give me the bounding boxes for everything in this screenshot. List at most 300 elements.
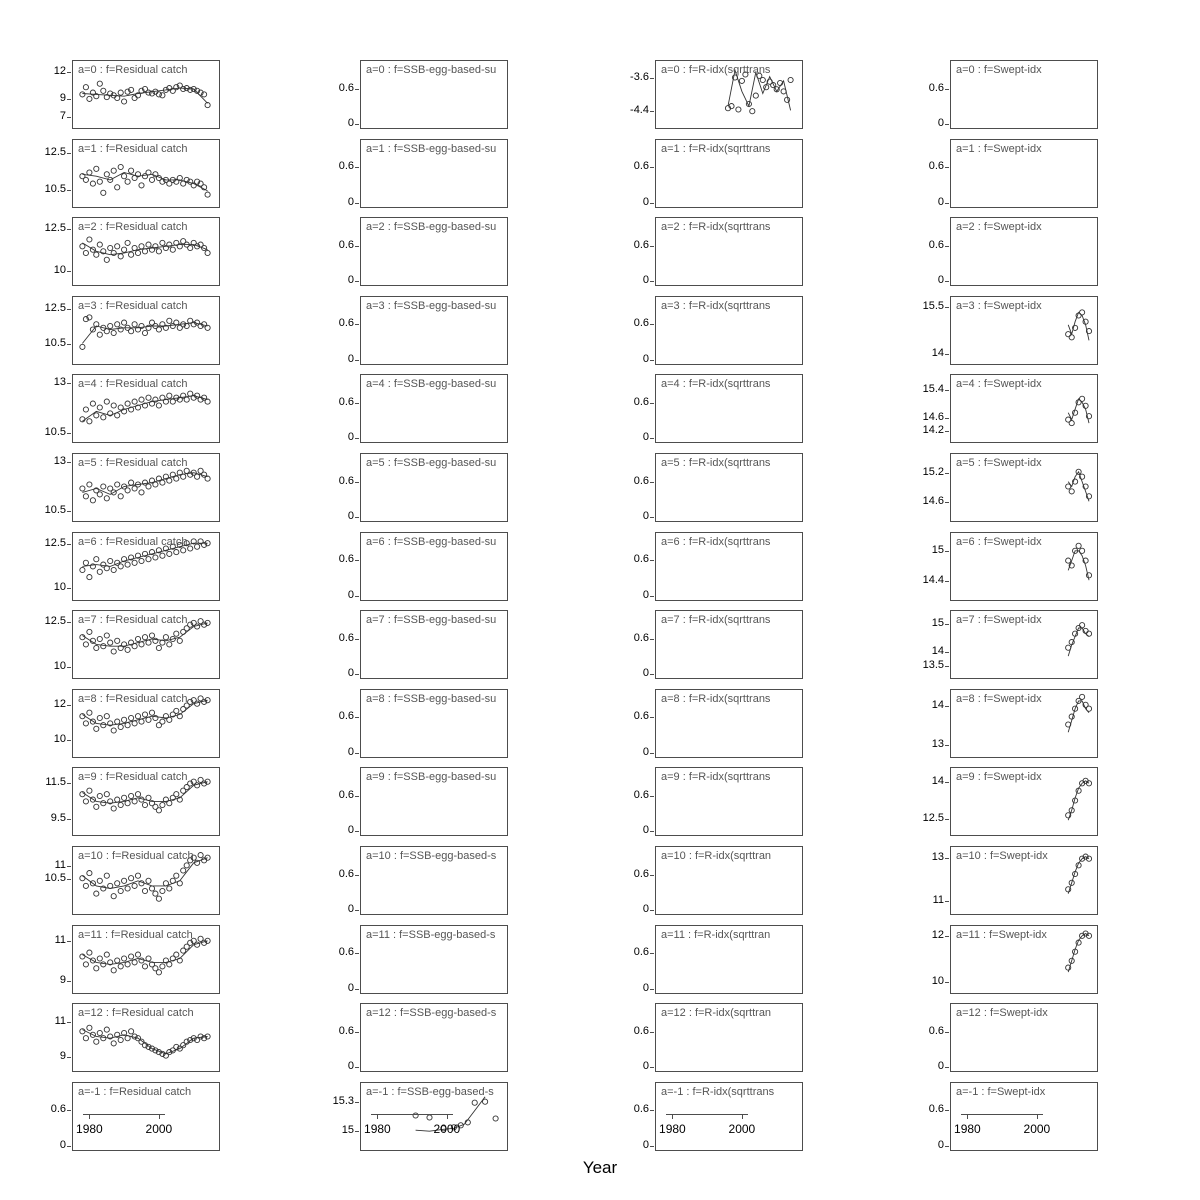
y-tick-mark [355, 360, 359, 361]
y-tick-label: 0 [937, 274, 944, 287]
y-tick-mark [945, 858, 949, 859]
y-tick-mark [650, 438, 654, 439]
y-tick-label: 0.6 [338, 631, 354, 644]
panel-title: a=0 : f=SSB-egg-based-su [366, 64, 497, 76]
plot-panel [655, 453, 803, 522]
panel-plot-area [360, 374, 508, 443]
panel-title: a=9 : f=R-idx(sqrttrans [661, 771, 771, 784]
plot-panel [360, 846, 508, 915]
panel-plot-area [360, 610, 508, 679]
panel-plot-area [655, 1082, 803, 1151]
panel-title: a=-1 : f=R-idx(sqrttrans [661, 1085, 775, 1098]
panel-plot-area [360, 689, 508, 758]
y-tick-label: 0.6 [633, 553, 649, 566]
y-tick-label: 14 [931, 698, 944, 711]
y-tick-mark [355, 831, 359, 832]
y-tick-mark [945, 624, 949, 625]
y-tick-label: 0 [347, 667, 354, 680]
x-tick-label: 2000 [1023, 1122, 1051, 1136]
y-tick-mark [650, 753, 654, 754]
panel-plot-area [360, 139, 508, 208]
y-tick-label: 0.6 [338, 867, 354, 880]
plot-panel [655, 139, 803, 208]
panel-plot-area [950, 453, 1098, 522]
x-tick-label: 2000 [433, 1122, 461, 1136]
y-tick-label: 15.2 [922, 465, 944, 478]
panel-plot-area [360, 846, 508, 915]
plot-panel [655, 217, 803, 286]
y-tick-label: 0.6 [633, 789, 649, 801]
panel-plot-area [360, 453, 508, 522]
y-tick-mark [355, 875, 359, 876]
y-tick-label: 15.5 [922, 300, 944, 312]
y-tick-mark [355, 482, 359, 483]
y-tick-label: 12 [931, 929, 944, 942]
plot-panel [950, 767, 1098, 836]
y-tick-label: 0.6 [928, 81, 944, 94]
y-tick-mark [945, 246, 949, 247]
y-tick-label: 10 [53, 581, 66, 594]
panel-plot-area [655, 846, 803, 915]
y-tick-label: 10 [53, 660, 66, 673]
panel-title: a=6 : f=SSB-egg-based-su [366, 535, 497, 548]
panel-title: a=6 : f=R-idx(sqrttrans [661, 535, 771, 548]
panel-title: a=3 : f=Swept-idx [956, 299, 1042, 312]
x-tick-label: 1980 [659, 1122, 686, 1136]
y-tick-label: 0 [642, 510, 649, 522]
y-tick-mark [945, 551, 949, 552]
panel-plot-area [655, 60, 803, 129]
y-tick-mark [355, 674, 359, 675]
y-tick-label: 0 [642, 824, 649, 837]
y-tick-label: 0.6 [338, 160, 354, 173]
y-tick-mark [650, 1110, 654, 1111]
panel-title: a=10 : f=SSB-egg-based-s [366, 850, 497, 862]
plot-panel [950, 1003, 1098, 1072]
panel-title: a=8 : f=R-idx(sqrttrans [661, 692, 771, 705]
y-tick-label: 0.6 [338, 81, 354, 94]
panel-plot-area [950, 217, 1098, 286]
plot-panel [360, 1003, 508, 1072]
y-tick-label: 0 [347, 903, 354, 915]
y-tick-label: 12.5 [922, 812, 944, 825]
panel-title: a=5 : f=R-idx(sqrttrans [661, 457, 771, 469]
y-tick-mark [945, 1146, 949, 1147]
y-tick-label: 11 [54, 934, 66, 947]
y-tick-mark [650, 482, 654, 483]
panel-title: a=8 : f=Residual catch [78, 692, 188, 705]
panel-title: a=2 : f=Swept-idx [956, 221, 1042, 234]
panel-plot-area [950, 610, 1098, 679]
y-tick-label: 14 [931, 346, 944, 359]
y-tick-mark [650, 596, 654, 597]
y-tick-label: 12.5 [44, 615, 66, 628]
panel-title: a=10 : f=Residual catch [78, 850, 194, 862]
y-tick-label: 0 [347, 510, 354, 522]
panel-title: a=9 : f=Residual catch [78, 771, 188, 784]
y-tick-label: 0 [347, 981, 354, 994]
y-tick-label: 0.6 [633, 710, 649, 723]
panel-title: a=4 : f=Residual catch [78, 378, 188, 391]
x-tick-label: 1980 [364, 1122, 391, 1136]
panel-title: a=7 : f=Residual catch [78, 614, 188, 627]
plot-panel [360, 60, 508, 129]
plot-panel [360, 217, 508, 286]
y-tick-label: 14 [931, 775, 944, 788]
y-tick-mark [945, 652, 949, 653]
y-tick-mark [650, 796, 654, 797]
y-tick-label: 0.6 [338, 710, 354, 723]
panel-plot-area [360, 925, 508, 994]
y-tick-mark [945, 745, 949, 746]
y-tick-mark [355, 89, 359, 90]
y-tick-label: 0.6 [928, 238, 944, 251]
plot-panel [360, 1082, 508, 1151]
panel-title: a=2 : f=R-idx(sqrttrans [661, 221, 771, 234]
y-tick-label: 0.6 [338, 238, 354, 251]
panel-plot-area [655, 532, 803, 601]
y-tick-mark [355, 560, 359, 561]
y-tick-label: 10 [53, 264, 66, 277]
y-tick-label: 10 [53, 733, 66, 746]
y-tick-label: 0.6 [633, 396, 649, 408]
panel-title: a=2 : f=Residual catch [78, 221, 188, 234]
y-tick-label: 0 [59, 1138, 66, 1151]
panel-title: a=10 : f=Swept-idx [956, 850, 1048, 862]
panel-plot-area [950, 139, 1098, 208]
y-tick-mark [355, 910, 359, 911]
y-tick-mark [355, 517, 359, 518]
plot-panel [360, 925, 508, 994]
plot-panel [360, 453, 508, 522]
plot-panel [950, 846, 1098, 915]
panel-title: a=1 : f=R-idx(sqrttrans [661, 142, 771, 155]
y-tick-label: 0 [642, 667, 649, 680]
y-tick-mark [355, 639, 359, 640]
y-tick-label: 0 [347, 745, 354, 758]
y-tick-mark [650, 203, 654, 204]
y-tick-label: 0 [642, 352, 649, 365]
panel-title: a=0 : f=Residual catch [78, 64, 188, 76]
y-tick-label: 14.6 [922, 410, 944, 423]
plot-panel [360, 610, 508, 679]
y-tick-label: 0 [642, 431, 649, 444]
y-tick-label: 0 [642, 195, 649, 208]
panel-plot-area [655, 767, 803, 836]
y-tick-label: 12.5 [44, 302, 66, 315]
y-tick-mark [355, 167, 359, 168]
y-tick-label: 0.6 [633, 631, 649, 644]
y-tick-mark [945, 167, 949, 168]
x-tick-mark [742, 1114, 743, 1119]
y-tick-mark [650, 324, 654, 325]
y-tick-mark [945, 431, 949, 432]
y-tick-label: 0 [347, 274, 354, 287]
plot-panel [655, 689, 803, 758]
y-tick-mark [650, 875, 654, 876]
panel-title: a=4 : f=SSB-egg-based-su [366, 378, 497, 391]
panel-title: a=1 : f=Swept-idx [956, 142, 1042, 155]
y-tick-label: 0.6 [633, 1024, 649, 1037]
y-tick-label: 9 [59, 91, 66, 104]
y-tick-mark [945, 390, 949, 391]
y-tick-label: 12 [53, 65, 66, 78]
x-axis-line [371, 1114, 453, 1115]
y-tick-mark [945, 418, 949, 419]
x-tick-label: 2000 [145, 1122, 173, 1136]
panel-plot-area [360, 1003, 508, 1072]
y-tick-label: 12.5 [44, 145, 66, 158]
x-tick-mark [377, 1114, 378, 1119]
panel-plot-area [655, 139, 803, 208]
y-tick-mark [355, 717, 359, 718]
y-tick-mark [650, 1067, 654, 1068]
panel-plot-area [655, 1003, 803, 1072]
x-axis-line [961, 1114, 1043, 1115]
y-tick-mark [945, 782, 949, 783]
y-tick-label: 0 [937, 1138, 944, 1151]
panel-title: a=11 : f=SSB-egg-based-s [366, 928, 496, 941]
y-tick-mark [945, 936, 949, 937]
y-tick-mark [355, 246, 359, 247]
y-tick-mark [945, 706, 949, 707]
y-tick-label: 11.5 [45, 776, 66, 789]
y-tick-mark [945, 901, 949, 902]
panel-title: a=8 : f=Swept-idx [956, 692, 1042, 705]
panel-plot-area [655, 925, 803, 994]
panel-title: a=7 : f=Swept-idx [956, 614, 1042, 627]
y-tick-label: 0.6 [633, 946, 649, 959]
panel-plot-area [950, 925, 1098, 994]
y-tick-mark [945, 124, 949, 125]
plot-panel [360, 296, 508, 365]
y-tick-label: 12.5 [44, 536, 66, 549]
panel-title: a=5 : f=Swept-idx [956, 457, 1042, 469]
y-tick-mark [650, 281, 654, 282]
y-tick-label: 0.6 [338, 1024, 354, 1037]
y-tick-mark [355, 753, 359, 754]
y-tick-mark [355, 124, 359, 125]
x-tick-label: 1980 [76, 1122, 103, 1136]
panel-title: a=11 : f=R-idx(sqrttran [661, 928, 771, 941]
y-tick-mark [650, 717, 654, 718]
y-tick-mark [650, 517, 654, 518]
panel-title: a=-1 : f=SSB-egg-based-s [366, 1085, 494, 1098]
x-tick-mark [447, 1114, 448, 1119]
y-tick-mark [355, 1067, 359, 1068]
panel-title: a=-1 : f=Swept-idx [956, 1085, 1046, 1098]
plot-panel [360, 532, 508, 601]
panel-title: a=-1 : f=Residual catch [78, 1085, 192, 1098]
y-tick-label: 0.6 [633, 1103, 649, 1116]
y-tick-label: 15.3 [332, 1094, 354, 1107]
y-tick-label: 9 [59, 1049, 66, 1062]
plot-panel [950, 689, 1098, 758]
y-tick-label: 12.5 [44, 221, 66, 234]
plot-panel [655, 925, 803, 994]
y-tick-mark [650, 1032, 654, 1033]
y-tick-label: 10.5 [44, 337, 66, 350]
plot-panel [360, 139, 508, 208]
y-tick-label: 0 [347, 588, 354, 601]
panel-plot-area [950, 1082, 1098, 1151]
panel-plot-area [950, 689, 1098, 758]
y-tick-label: 0 [642, 903, 649, 915]
y-tick-mark [650, 167, 654, 168]
plot-panel [950, 453, 1098, 522]
y-tick-label: 0.6 [633, 160, 649, 173]
y-tick-label: 0 [347, 195, 354, 208]
plot-panel [950, 217, 1098, 286]
panel-plot-area [950, 846, 1098, 915]
y-tick-label: 0 [642, 981, 649, 994]
y-tick-label: 10.5 [44, 182, 66, 195]
plot-panel [655, 610, 803, 679]
panel-title: a=5 : f=SSB-egg-based-su [366, 457, 497, 469]
y-tick-label: 13 [931, 850, 944, 863]
panel-plot-area [950, 60, 1098, 129]
y-tick-mark [355, 989, 359, 990]
y-tick-mark [650, 989, 654, 990]
y-tick-mark [355, 281, 359, 282]
x-tick-label: 1980 [954, 1122, 981, 1136]
y-tick-label: 0 [937, 117, 944, 129]
y-tick-label: 0 [642, 745, 649, 758]
y-tick-mark [945, 982, 949, 983]
y-tick-mark [355, 203, 359, 204]
x-tick-mark [967, 1114, 968, 1119]
plot-panel [655, 767, 803, 836]
panel-title: a=0 : f=Swept-idx [956, 64, 1042, 76]
x-tick-label: 2000 [728, 1122, 756, 1136]
y-tick-label: 9 [59, 973, 66, 986]
plot-panel [950, 532, 1098, 601]
plot-panel [950, 296, 1098, 365]
y-tick-mark [945, 354, 949, 355]
y-tick-label: 0.6 [338, 553, 354, 566]
y-tick-label: 0.6 [338, 474, 354, 487]
y-tick-label: 14.4 [922, 573, 944, 586]
y-tick-mark [355, 403, 359, 404]
panel-title: a=8 : f=SSB-egg-based-su [366, 692, 497, 705]
y-tick-mark [650, 560, 654, 561]
x-tick-mark [672, 1114, 673, 1119]
y-tick-label: 0.6 [338, 946, 354, 959]
y-tick-label: 12 [53, 697, 66, 710]
y-tick-label: 0 [347, 824, 354, 837]
panel-title: a=12 : f=R-idx(sqrttran [661, 1007, 772, 1020]
y-tick-mark [355, 796, 359, 797]
y-tick-label: -4.4 [630, 104, 649, 117]
panel-title: a=9 : f=SSB-egg-based-su [366, 771, 497, 784]
panel-title: a=4 : f=R-idx(sqrttrans [661, 378, 771, 391]
y-tick-label: 0 [347, 431, 354, 444]
y-tick-label: 14.2 [922, 424, 944, 437]
x-tick-mark [1037, 1114, 1038, 1119]
y-tick-label: 0.6 [633, 238, 649, 251]
panel-plot-area [655, 689, 803, 758]
y-tick-mark [945, 581, 949, 582]
panel-title: a=3 : f=R-idx(sqrttrans [661, 299, 771, 312]
panel-title: a=2 : f=SSB-egg-based-su [366, 221, 497, 234]
y-tick-label: 0 [347, 117, 354, 129]
panel-plot-area [950, 532, 1098, 601]
y-tick-mark [945, 203, 949, 204]
y-tick-mark [945, 666, 949, 667]
y-tick-label: 0.6 [338, 317, 354, 330]
panel-plot-area [360, 1082, 508, 1151]
y-tick-mark [945, 281, 949, 282]
y-tick-label: 10 [931, 974, 944, 987]
y-tick-mark [650, 403, 654, 404]
y-tick-label: 0.6 [338, 396, 354, 408]
panel-title: a=0 : f=R-idx(sqrttrans [661, 64, 771, 76]
panel-plot-area [655, 610, 803, 679]
plot-panel [950, 925, 1098, 994]
y-tick-mark [945, 1067, 949, 1068]
panel-title: a=12 : f=SSB-egg-based-s [366, 1007, 497, 1020]
y-tick-label: 11 [932, 894, 944, 907]
y-tick-label: 0.6 [928, 1024, 944, 1037]
y-tick-label: 14.6 [922, 495, 944, 508]
y-tick-label: 10.5 [44, 872, 66, 885]
panel-title: a=7 : f=SSB-egg-based-su [366, 614, 497, 627]
panel-title: a=5 : f=Residual catch [78, 457, 188, 469]
y-tick-label: 15 [931, 616, 944, 629]
x-axis-title: Year [582, 1158, 618, 1177]
y-tick-mark [355, 438, 359, 439]
y-tick-mark [650, 360, 654, 361]
y-tick-mark [650, 1146, 654, 1147]
panel-title: a=1 : f=Residual catch [78, 142, 188, 155]
panel-title: a=11 : f=Residual catch [78, 928, 193, 941]
y-tick-label: 0 [937, 1060, 944, 1073]
y-tick-mark [945, 819, 949, 820]
y-tick-mark [945, 89, 949, 90]
plot-panel [655, 1082, 803, 1151]
panel-title: a=6 : f=Swept-idx [956, 535, 1042, 548]
y-tick-label: 14 [931, 644, 944, 657]
panel-plot-area [360, 296, 508, 365]
plot-panel [655, 374, 803, 443]
y-tick-label: 0.6 [338, 789, 354, 801]
y-tick-mark [355, 953, 359, 954]
plot-panel [950, 610, 1098, 679]
x-axis-line [666, 1114, 748, 1115]
plot-panel [655, 296, 803, 365]
panel-plot-area [950, 296, 1098, 365]
y-tick-label: 0.6 [633, 867, 649, 880]
y-tick-mark [650, 78, 654, 79]
y-tick-label: 0.6 [928, 1103, 944, 1116]
y-tick-label: 0 [347, 352, 354, 365]
plot-panel [655, 532, 803, 601]
y-tick-label: 0.6 [633, 474, 649, 487]
plot-panel [655, 846, 803, 915]
y-tick-mark [355, 1102, 359, 1103]
panel-title: a=11 : f=Swept-idx [956, 928, 1047, 941]
plot-panel [950, 1082, 1098, 1151]
y-tick-mark [650, 111, 654, 112]
y-tick-label: 13 [931, 737, 944, 750]
y-tick-mark [355, 596, 359, 597]
panel-plot-area [950, 374, 1098, 443]
panel-title: a=12 : f=Residual catch [78, 1007, 194, 1020]
y-tick-label: 7 [59, 109, 66, 122]
y-tick-mark [650, 674, 654, 675]
panel-plot-area [360, 60, 508, 129]
plot-panel [950, 374, 1098, 443]
